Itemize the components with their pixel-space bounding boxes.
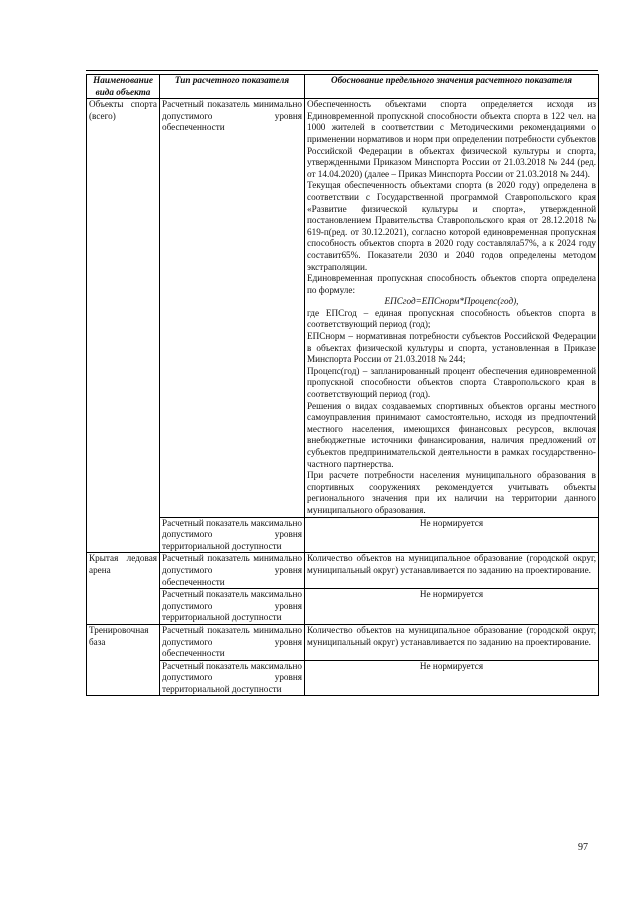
justification-cell xyxy=(305,99,599,517)
justification-paragraph: Обеспеченность объектами спорта определяется исходя из Единовременной пропускной способности объекта спорта в 122 чел. на 1000 жителей в соответствии с Методическими рекомендациями о применении нормативов и норм при определении потребности субъектов Российской Федерации в объектах физической культуры и спорта, утвержденными Приказом Минспорта России от 21.03.2018 № 244 (ред. от 14.04.2020) (далее – Приказ Минспорта России от 21.03.2018 № 244). xyxy=(307,99,596,179)
table-row xyxy=(87,589,599,625)
justification-paragraph: Решения о видах создаваемых спортивных объектов органы местного самоуправления принимают самостоятельно, исходя из предпочтений местного населения, имеющихся финансовых ресурсов, включая внебюджетные источники финансирования, наличия предложений от субъектов предпринимательской деятельности в рамках государственно-частного партнерства. xyxy=(307,400,596,469)
table-row xyxy=(87,553,599,589)
justification-paragraph: При расчете потребности населения муниципального образования в спортивных сооружениях рекомендуется учитывать объекты регионального значения при их наличии на территории данного муниципального образования. xyxy=(307,470,596,515)
table-row xyxy=(87,624,599,660)
definition: где ЕПСгод – единая пропускная способность объектов спорта в соответствующий период (год); xyxy=(307,307,596,330)
justification-paragraph: Текущая обеспеченность объектами спорта (в 2020 году) определена в соответствии с Государственной программой Ставропольского края «Развитие физической культуры и спорта», утвержденной постановлением Правительства Ставропольского края от 28.12.2018 № 619-п(ред. от 30.12.2021), согласно которой единовременная пропускная способность объектов спорта в 2020 году составляла57%, а к 2024 году составит65%. Показатели 2030 и 2040 годов определены методом экстраполяции. xyxy=(307,180,596,272)
object-name-cell: Тренировочная база xyxy=(87,624,160,696)
justification-cell: Не нормируется xyxy=(305,517,599,553)
justification-cell: Не нормируется xyxy=(305,660,599,696)
header-indicator-type: Тип расчетного показателя xyxy=(160,75,305,99)
definition: ЕПСнорм – нормативная потребности субъектов Российской Федерации в объектах физической культуры и спорта, установленная в Приказе Минспорта России от 21.03.2018 № 244; xyxy=(307,331,596,365)
formula: ЕПСгод=ЕПСнорм*Процепс(год), xyxy=(384,296,519,307)
norms-table xyxy=(86,74,599,696)
justification-cell: Количество объектов на муниципальное образование (городской округ, муниципальный округ) устанавливается по заданию на проектирование. xyxy=(305,624,599,660)
indicator-type-cell: Расчетный показатель максимально допустимого уровня территориальной доступности xyxy=(160,517,305,553)
justification-cell: Не нормируется xyxy=(305,589,599,625)
header-justification: Обоснование предельного значения расчетного показателя xyxy=(305,75,599,99)
indicator-type-cell: Расчетный показатель минимально допустимого уровня обеспеченности xyxy=(160,553,305,589)
table-row xyxy=(87,660,599,696)
indicator-type-cell: Расчетный показатель минимально допустимого уровня обеспеченности xyxy=(160,624,305,660)
justification-cell: Количество объектов на муниципальное образование (городской округ, муниципальный округ) устанавливается по заданию на проектирование. xyxy=(305,553,599,589)
indicator-type-cell: Расчетный показатель максимально допустимого уровня территориальной доступности xyxy=(160,660,305,696)
object-name-cell: Объекты спорта (всего) xyxy=(87,99,160,553)
header-object-name: Наименование вида объекта xyxy=(87,75,160,99)
page-number: 97 xyxy=(578,842,588,853)
object-name-cell: Крытая ледовая арена xyxy=(87,553,160,625)
table-row xyxy=(87,517,599,553)
definition: Процепс(год) – запланированный процент обеспечения единовременной пропускной способности объектов спорта Ставропольского края в соответствующий период (год). xyxy=(307,365,596,400)
table-row xyxy=(87,99,599,517)
table-header-row xyxy=(87,75,599,99)
top-rule xyxy=(86,70,598,71)
indicator-type-cell: Расчетный показатель максимально допустимого уровня территориальной доступности xyxy=(160,589,305,625)
justification-paragraph: Единовременная пропускная способность объектов спорта определена по формуле: xyxy=(307,273,596,295)
indicator-type-cell: Расчетный показатель минимально допустимого уровня обеспеченности xyxy=(160,99,305,517)
